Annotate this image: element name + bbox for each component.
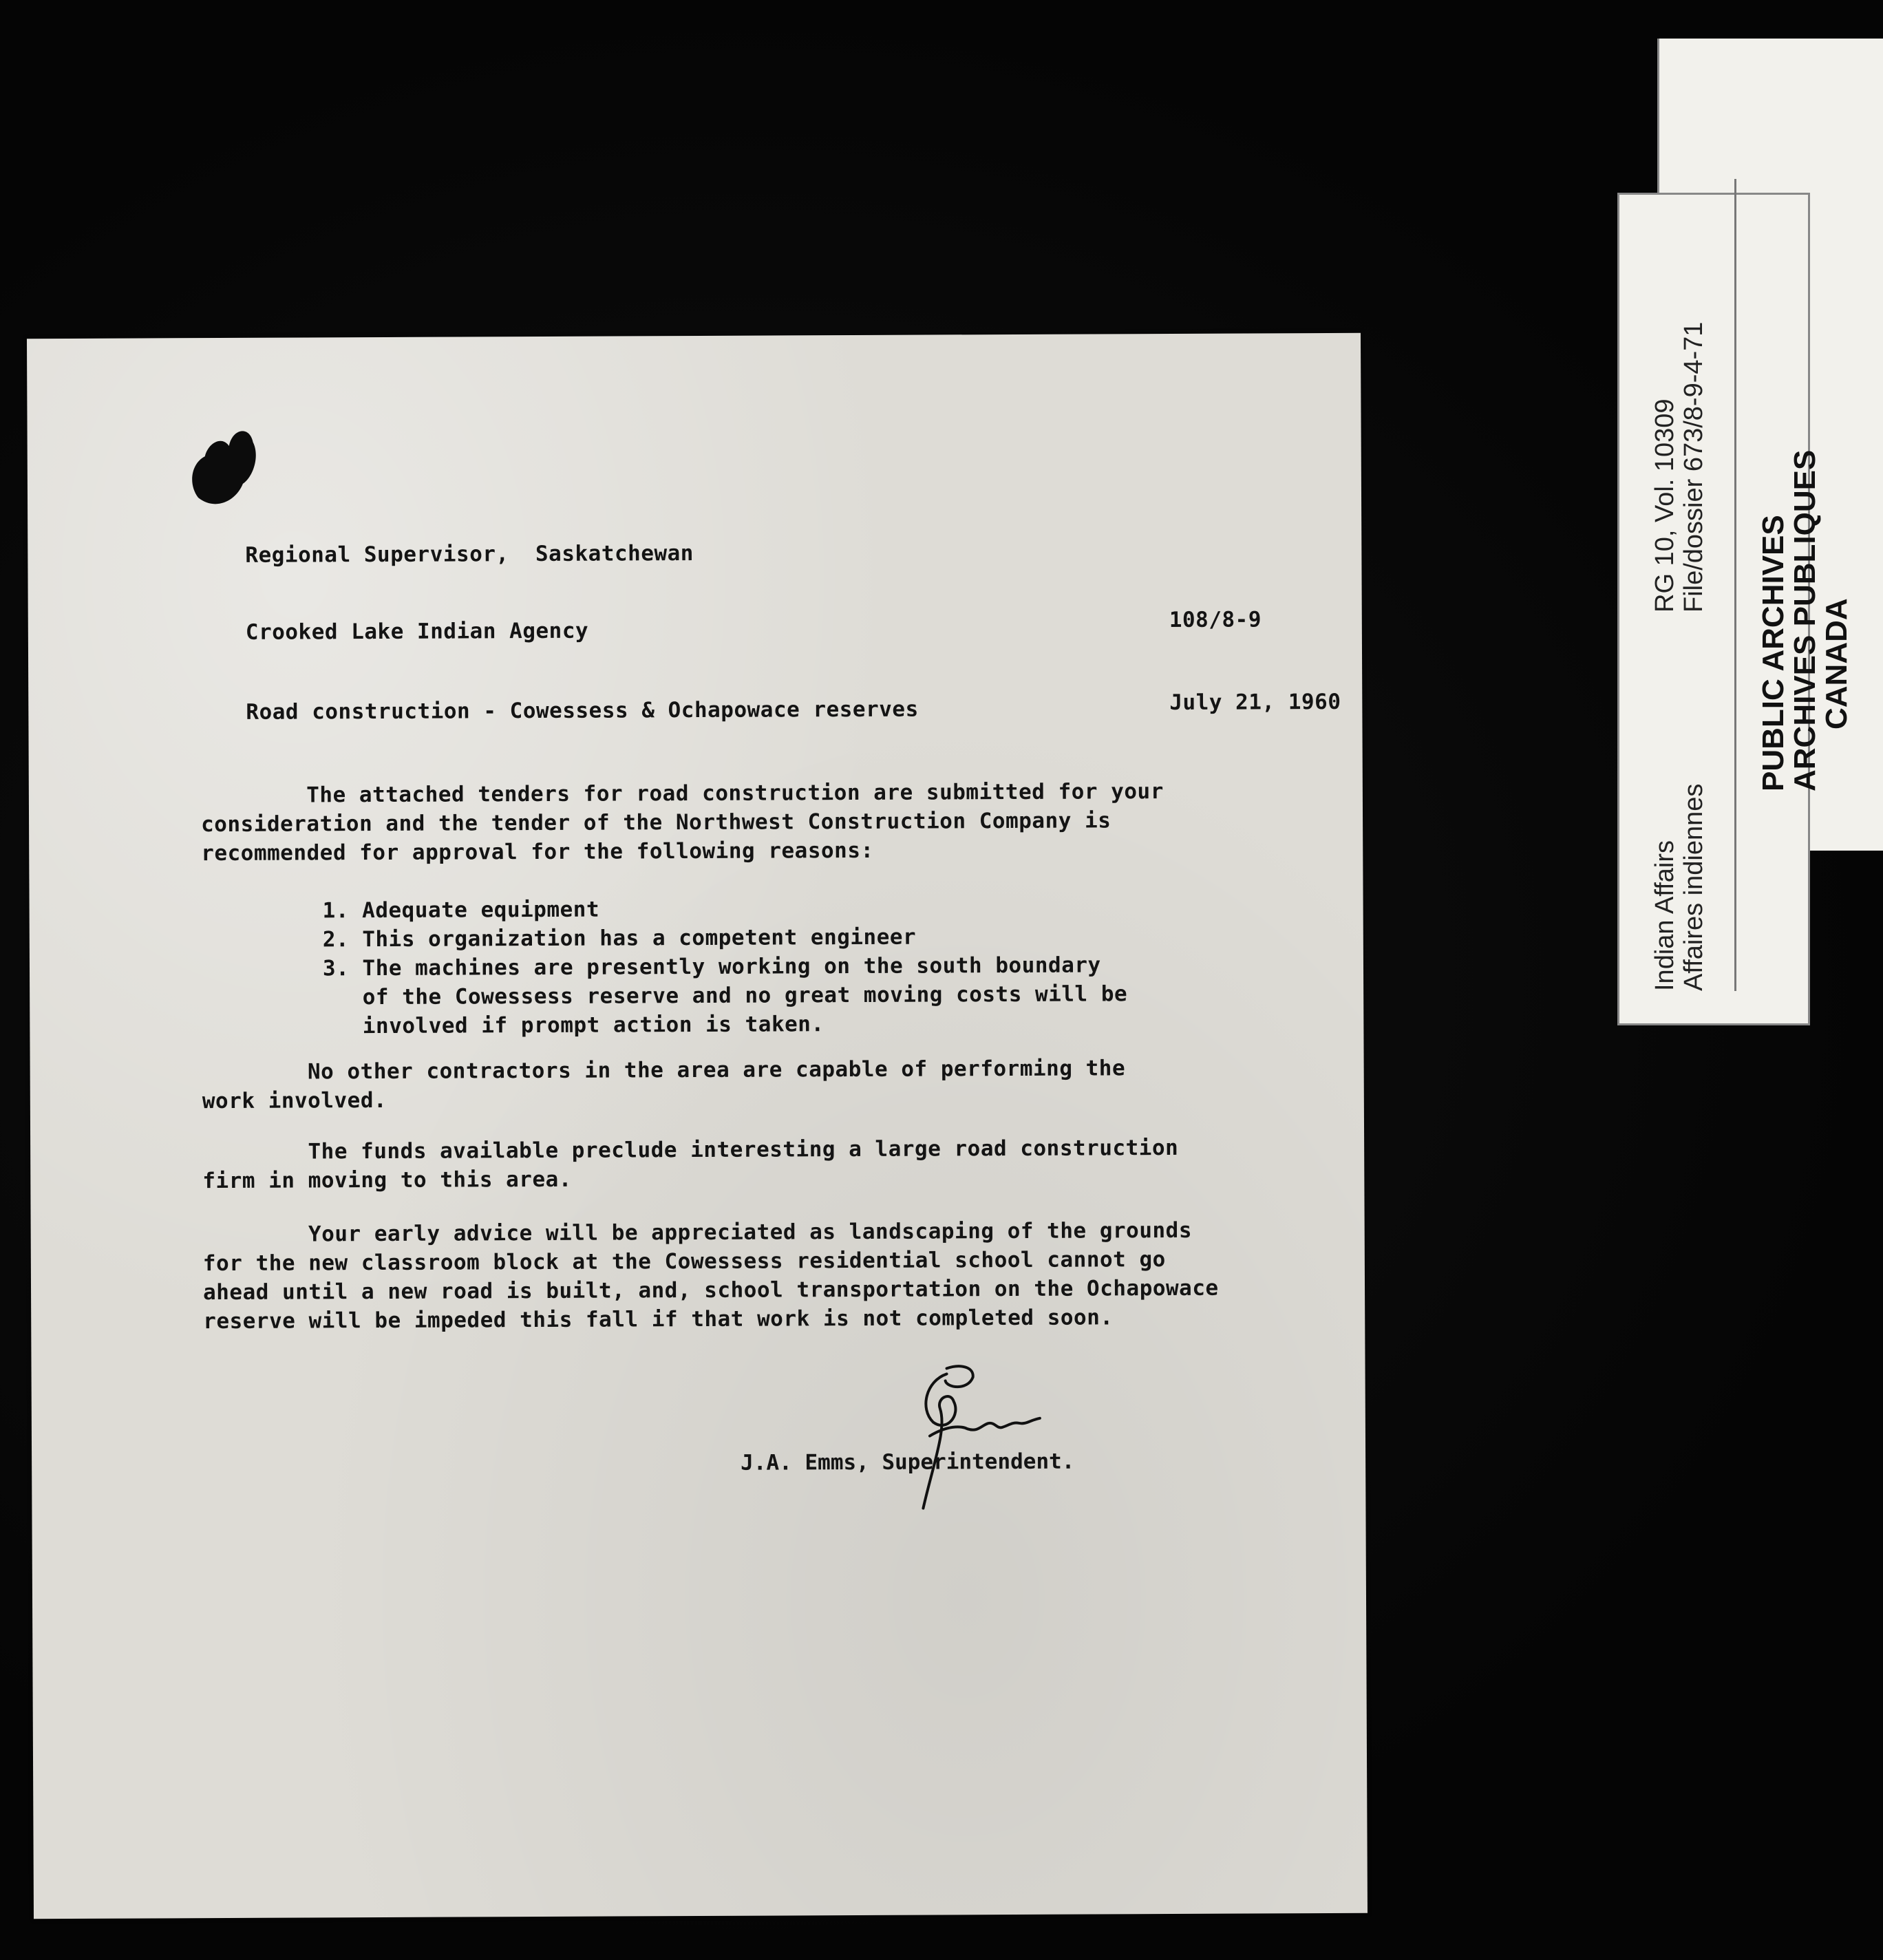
signature-line: J.A. Emms, Superintendent. [741, 1449, 1075, 1476]
record-group: RG 10, Vol. 10309 [1650, 398, 1679, 612]
label-divider [1734, 179, 1736, 991]
body-paragraph-4: Your early advice will be appreciated as landscaping of the grounds for the new classroom block at the Cowessess residential school cannot go ahead until a new road is built, and, school transportation on the Ochapowace reserve will be impeded this fall if that work is not completed soon. [202, 1217, 1219, 1334]
agency-line: Crooked Lake Indian Agency [245, 618, 589, 645]
file-reference: 108/8-9 [1169, 607, 1262, 633]
body-paragraph-2: No other contractors in the area are capable of performing the work involved. [202, 1056, 1126, 1114]
archives-en: PUBLIC ARCHIVES [1756, 515, 1790, 791]
archives-fr: ARCHIVES PUBLIQUES [1788, 449, 1822, 791]
handwritten-signature [864, 1360, 1071, 1519]
file-dossier: File/dossier 673/8-9-4-71 [1679, 321, 1708, 612]
body-paragraph-3: The funds available preclude interesting a large road construction firm in moving to this area. [202, 1135, 1179, 1194]
body-paragraph-1: The attached tenders for road construction are submitted for your consideration and the tender of the Northwest Construction Company is recommended for approval for the following reasons: [200, 779, 1164, 866]
reasons-list: 1. Adequate equipment 2. This organization has a competent engineer 3. The machines are presently working on the south boundary of the Cowessess reserve and no great moving costs will be involved if prompt action is taken. [322, 897, 1128, 1039]
ink-blot-mark [184, 415, 260, 511]
letter-date: July 21, 1960 [1169, 689, 1341, 715]
archives-country: CANADA [1820, 598, 1853, 729]
subject-line: Road construction - Cowessess & Ochapowace reserves [246, 696, 919, 725]
institution-fr: Affaires indiennes [1679, 783, 1708, 991]
institution-en: Indian Affairs [1650, 840, 1679, 991]
letter-page [27, 333, 1368, 1919]
addressee-line: Regional Supervisor, Saskatchewan [245, 541, 694, 568]
